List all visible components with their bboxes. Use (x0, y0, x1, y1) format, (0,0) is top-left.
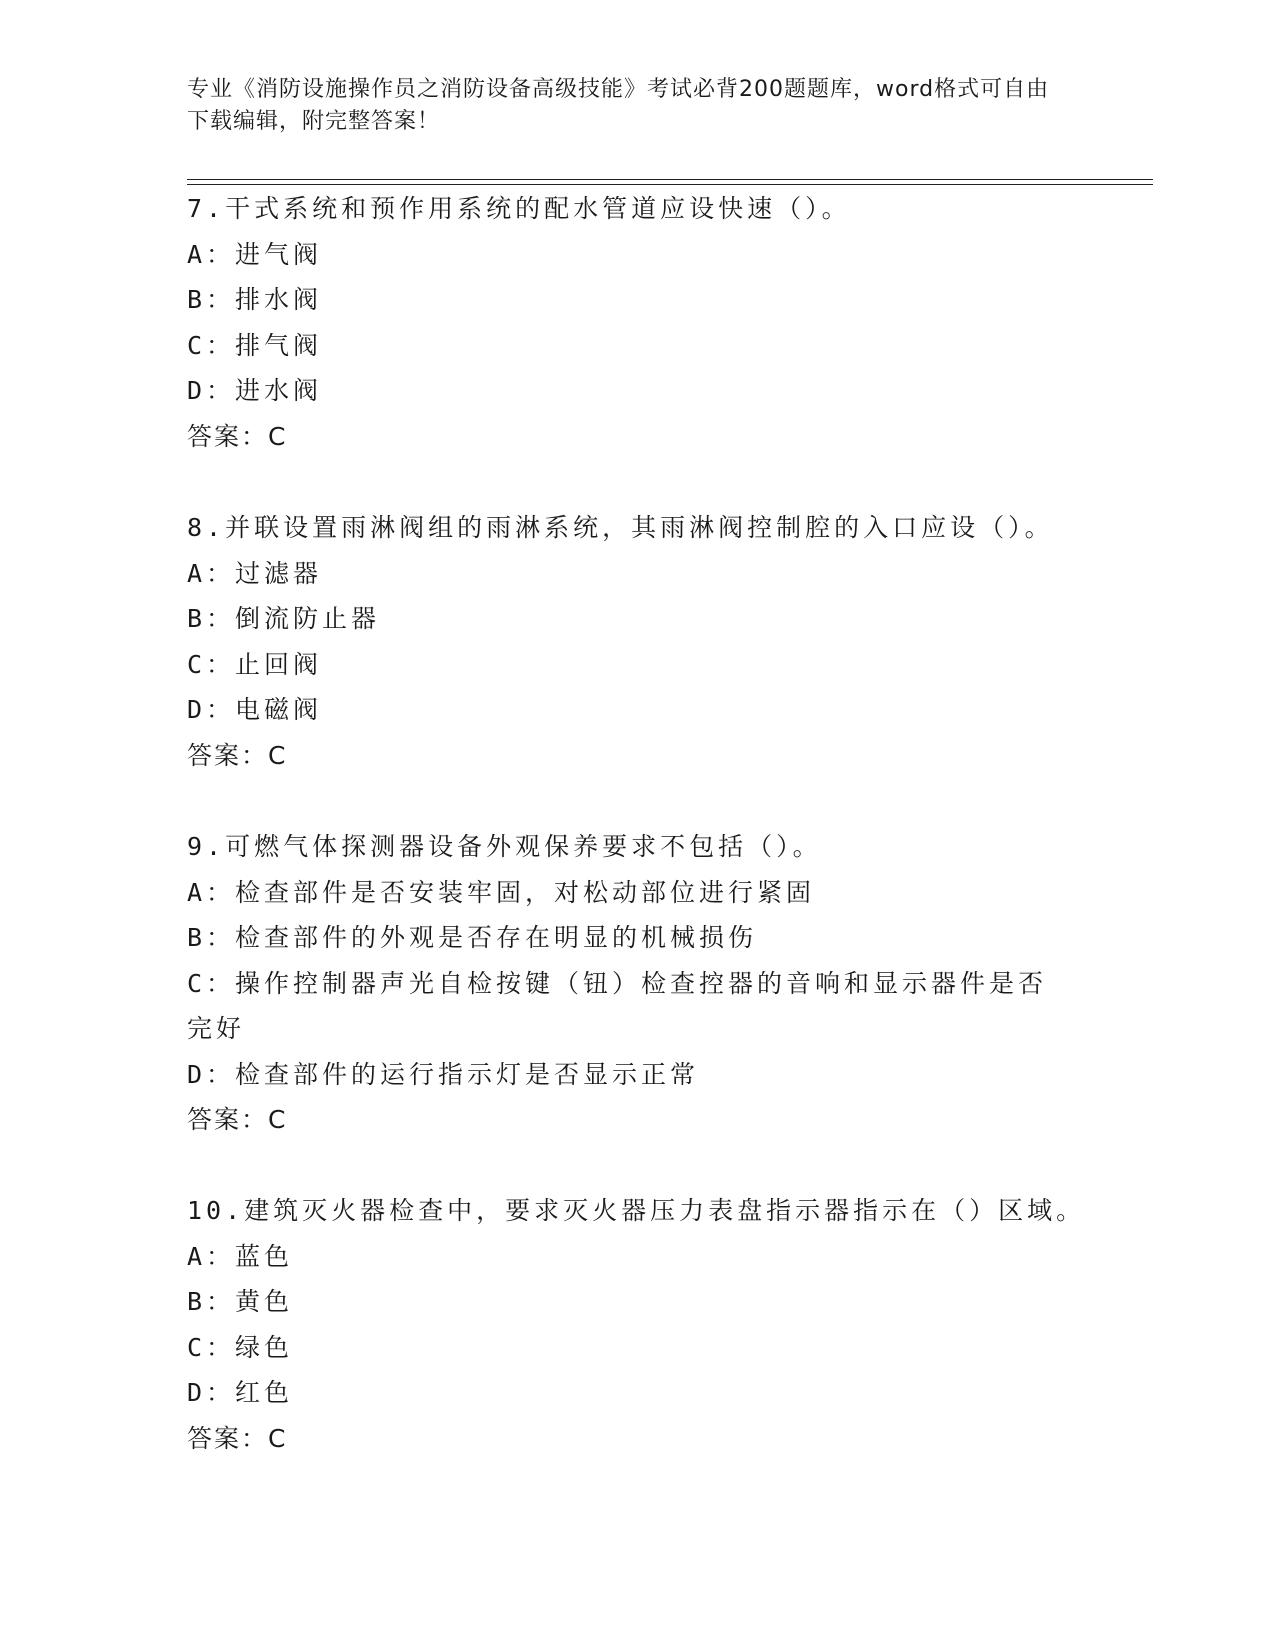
option-c: C：止回阀 (187, 649, 323, 679)
question-block-7 (187, 186, 1067, 459)
option-c: C：操作控制器声光自检按键（钮）检查控器的音响和显示器件是否完好 (187, 968, 1048, 1043)
question-stem: 8.并联设置雨淋阀组的雨淋系统，其雨淋阀控制腔的入口应设（）。 (187, 513, 1054, 542)
answer-line: 答案：C (187, 1105, 288, 1134)
document-header: 专业《消防设施操作员之消防设备高级技能》考试必背200题题库，word格式可自由下载编辑，附完整答案！ (187, 77, 1050, 134)
option-d: D：进水阀 (187, 376, 323, 405)
option-b: B：排水阀 (187, 285, 323, 314)
question-stem: 9.可燃气体探测器设备外观保养要求不包括（）。 (187, 832, 822, 861)
option-c: C：排气阀 (187, 330, 323, 360)
option-a: A：进气阀 (187, 239, 323, 269)
option-a: A：检查部件是否安装牢固，对松动部位进行紧固 (187, 877, 816, 907)
question-stem: 10.建筑灭火器检查中，要求灭火器压力表盘指示器指示在（）区域。 (187, 1196, 1086, 1225)
option-d: D：检查部件的运行指示灯是否显示正常 (187, 1059, 700, 1089)
option-b: B：检查部件的外观是否存在明显的机械损伤 (187, 923, 758, 952)
option-a: A：蓝色 (187, 1241, 294, 1271)
option-a: A：过滤器 (187, 558, 323, 588)
question-block-10 (187, 1188, 1086, 1461)
answer-line: 答案：C (187, 740, 288, 770)
option-c: C：绿色 (187, 1332, 294, 1362)
answer-line: 答案：C (187, 421, 288, 451)
answer-line: 答案：C (187, 1423, 288, 1453)
question-block-9 (187, 824, 1067, 1143)
question-block-8 (187, 505, 1067, 778)
option-b: B：倒流防止器 (187, 604, 381, 633)
header-divider-bottom (187, 184, 1153, 185)
option-d: D：电磁阀 (187, 695, 323, 724)
option-d: D：红色 (187, 1378, 294, 1407)
option-b: B：黄色 (187, 1287, 294, 1316)
question-stem: 7.干式系统和预作用系统的配水管道应设快速（）。 (187, 194, 851, 223)
header-divider-top (187, 179, 1153, 180)
